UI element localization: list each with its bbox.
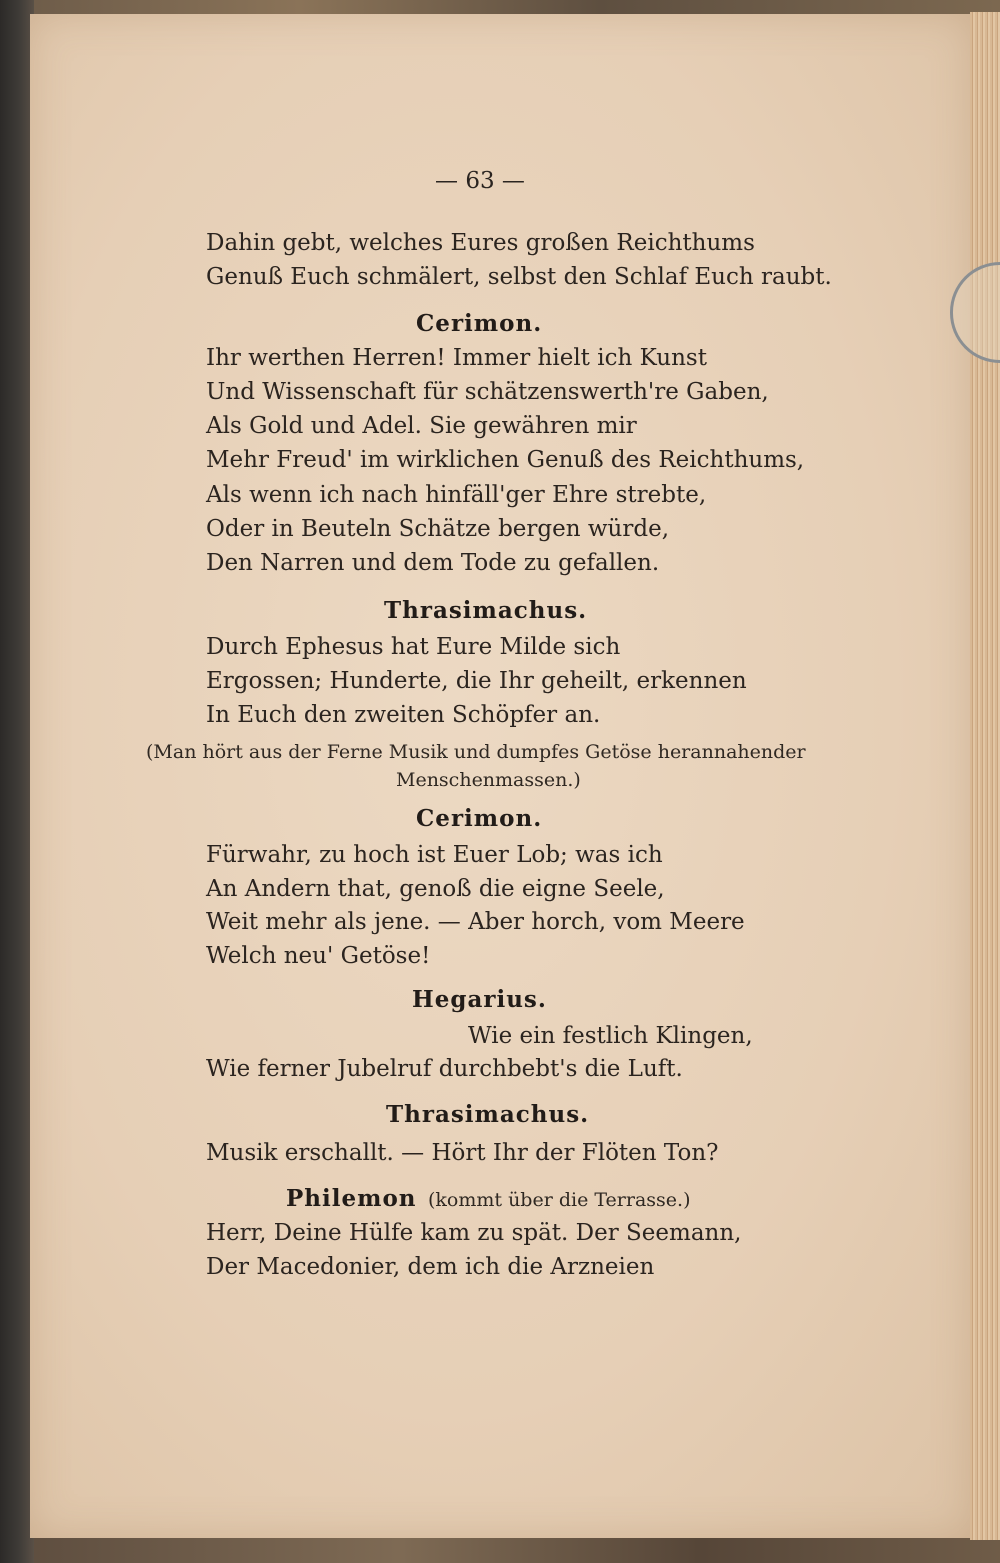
verse-line: Ergossen; Hunderte, die Ihr geheilt, erkennen	[206, 668, 747, 694]
verse-line: Fürwahr, zu hoch ist Euer Lob; was ich	[206, 842, 663, 868]
speaker-name: Hegarius.	[412, 986, 547, 1013]
page-number: — 63 —	[435, 168, 525, 194]
speaker-name: Thrasimachus.	[386, 1101, 590, 1128]
verse-line: Weit mehr als jene. — Aber horch, vom Meere	[206, 909, 745, 935]
verse-line: Mehr Freud' im wirklichen Genuß des Reichthums,	[206, 447, 805, 473]
verse-line: Als wenn ich nach hinfäll'ger Ehre strebte,	[206, 482, 707, 508]
verse-line: Wie ein festlich Klingen,	[468, 1023, 753, 1049]
speaker-name: Philemon	[286, 1185, 417, 1212]
speaker-name: Cerimon.	[416, 805, 543, 832]
verse-line: Und Wissenschaft für schätzenswerth're Gaben,	[206, 379, 769, 405]
verse-line: Dahin gebt, welches Eures großen Reichthums	[206, 230, 755, 256]
stage-direction: Menschenmassen.)	[396, 769, 581, 791]
verse-line: Durch Ephesus hat Eure Milde sich	[206, 634, 621, 660]
book-cover-bottom	[0, 1536, 1000, 1563]
stage-direction: (Man hört aus der Ferne Musik und dumpfes Getöse herannahender	[146, 741, 806, 763]
verse-line: Wie ferner Jubelruf durchbebt's die Luft.	[206, 1056, 683, 1082]
verse-line: Der Macedonier, dem ich die Arzneien	[206, 1254, 655, 1280]
verse-line: An Andern that, genoß die eigne Seele,	[206, 876, 665, 902]
stage-direction: (kommt über die Terrasse.)	[428, 1189, 691, 1211]
speaker-name: Thrasimachus.	[384, 597, 588, 624]
verse-line: Ihr werthen Herren! Immer hielt ich Kunst	[206, 345, 707, 371]
speaker-name: Cerimon.	[416, 310, 543, 337]
verse-line: Herr, Deine Hülfe kam zu spät. Der Seemann,	[206, 1220, 742, 1246]
book-binding	[0, 0, 34, 1563]
verse-line: Genuß Euch schmälert, selbst den Schlaf Euch raubt.	[206, 264, 832, 290]
verse-line: Welch neu' Getöse!	[206, 943, 431, 969]
page-edges	[970, 12, 1000, 1540]
verse-line: In Euch den zweiten Schöpfer an.	[206, 702, 601, 728]
verse-line: Oder in Beuteln Schätze bergen würde,	[206, 516, 670, 542]
verse-line: Als Gold und Adel. Sie gewähren mir	[206, 413, 637, 439]
verse-line: Den Narren und dem Tode zu gefallen.	[206, 550, 660, 576]
verse-line: Musik erschallt. — Hört Ihr der Flöten Ton?	[206, 1140, 719, 1166]
